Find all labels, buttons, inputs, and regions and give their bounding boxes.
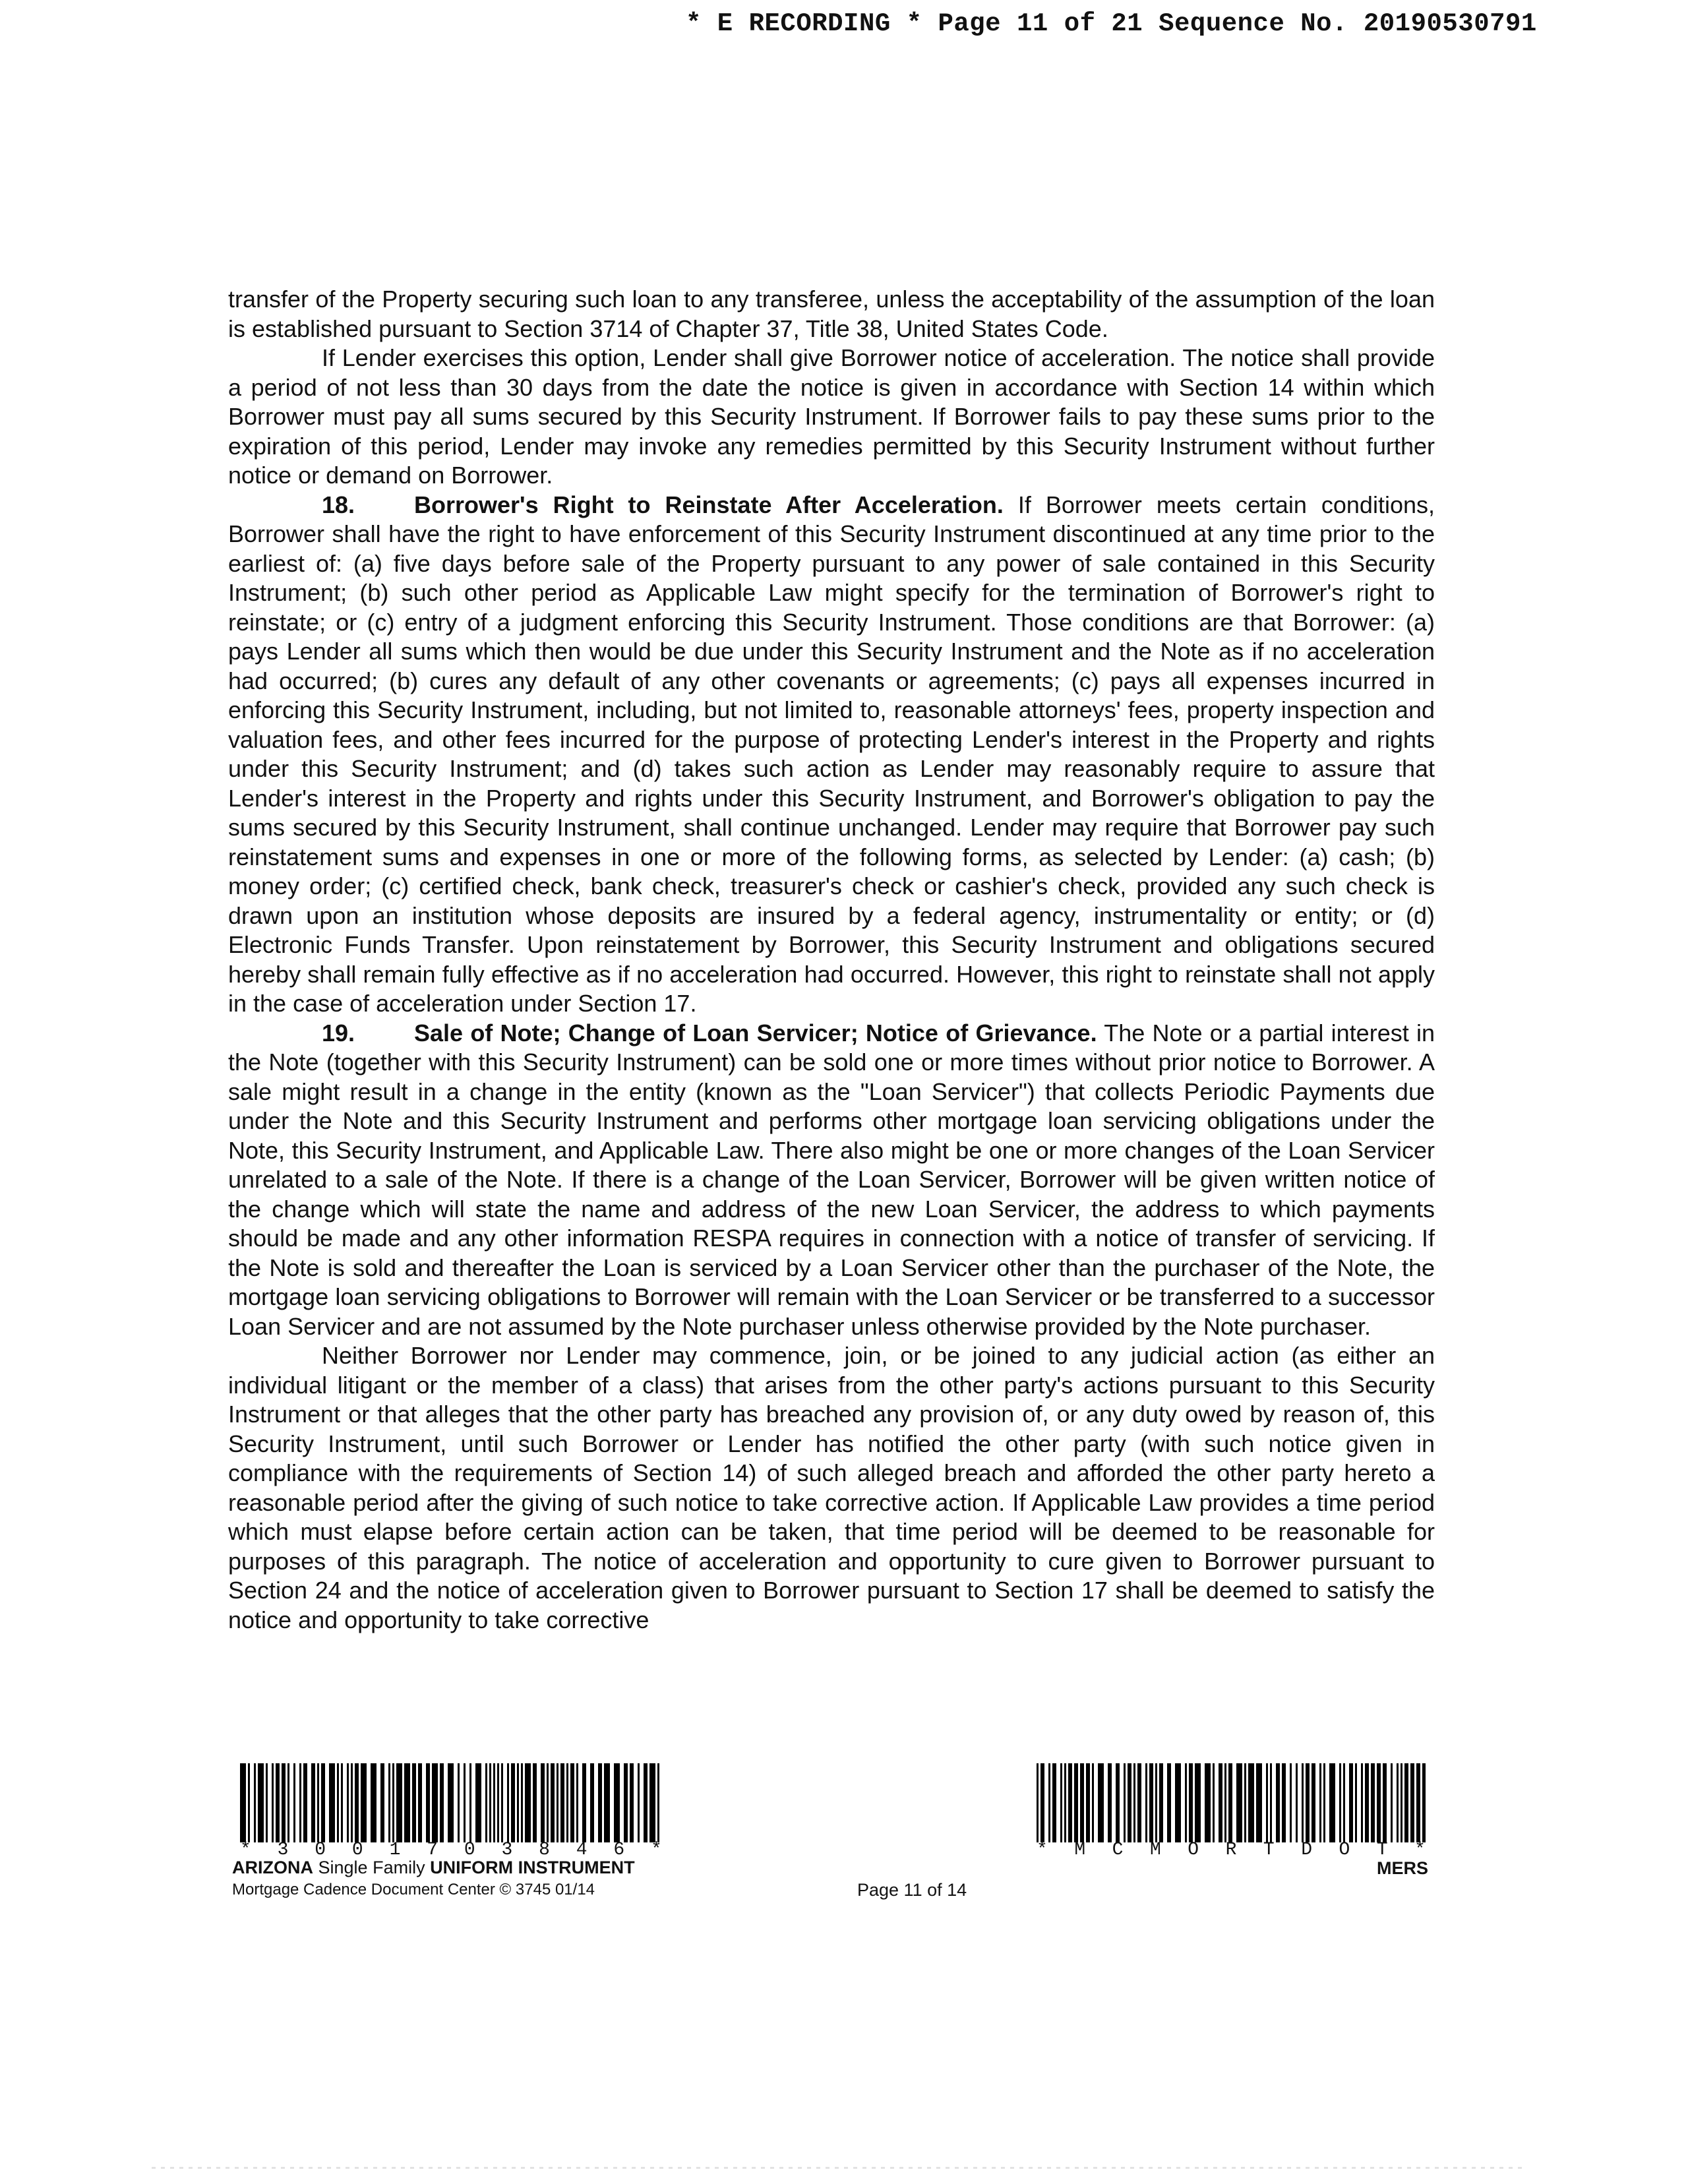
- barcode-bar: [1040, 1763, 1044, 1842]
- barcode-bar: [317, 1763, 319, 1842]
- barcode-char: T: [1263, 1840, 1275, 1860]
- barcode-bar: [276, 1763, 280, 1842]
- barcode-bar: [493, 1763, 495, 1842]
- barcode-bar: [570, 1763, 574, 1842]
- form-name: UNIFORM INSTRUMENT: [430, 1858, 635, 1877]
- barcode-bar: [566, 1763, 568, 1842]
- barcode-bar: [644, 1763, 648, 1842]
- barcode-char: 7: [427, 1840, 438, 1860]
- barcode-bar: [337, 1763, 339, 1842]
- document-barcode-left: [240, 1763, 662, 1842]
- barcode-bar: [557, 1763, 558, 1842]
- form-type: Single Family: [318, 1858, 425, 1877]
- barcode-bar: [1074, 1763, 1078, 1842]
- mers-label: MERS: [1377, 1858, 1429, 1878]
- barcode-bar: [475, 1763, 481, 1842]
- barcode-bar: [1124, 1763, 1126, 1842]
- barcode-bar: [533, 1763, 537, 1842]
- barcode-char: C: [1112, 1840, 1124, 1860]
- barcode-bar: [412, 1763, 416, 1842]
- form-title: [232, 1858, 635, 1878]
- barcode-bar: [551, 1763, 555, 1842]
- barcode-bar: [489, 1763, 491, 1842]
- barcode-bar: [351, 1763, 353, 1842]
- barcode-bar: [1195, 1763, 1201, 1842]
- barcode-char: M: [1074, 1840, 1086, 1860]
- barcode-bar: [576, 1763, 578, 1842]
- barcode-bar: [1116, 1763, 1120, 1842]
- barcode-bar: [1296, 1763, 1298, 1842]
- section-18: [228, 491, 1435, 1019]
- barcode-char: O: [1188, 1840, 1199, 1860]
- section-18-number: 18.: [322, 491, 355, 518]
- barcode-bar: [464, 1763, 466, 1842]
- barcode-char: *: [651, 1840, 662, 1860]
- barcode-char: T: [1376, 1840, 1388, 1860]
- barcode-bar: [299, 1763, 301, 1842]
- barcode-bar: [355, 1763, 359, 1842]
- barcode-bar: [1155, 1763, 1157, 1842]
- barcode-bar: [501, 1763, 503, 1842]
- barcode-bar: [1145, 1763, 1147, 1842]
- barcode-bar: [525, 1763, 531, 1842]
- barcode-char: *: [240, 1840, 251, 1860]
- barcode-bar: [347, 1763, 349, 1842]
- barcode-bar: [1306, 1763, 1310, 1842]
- barcode-char: 8: [539, 1840, 550, 1860]
- barcode-bar: [1086, 1763, 1090, 1842]
- barcode-bar: [1080, 1763, 1084, 1842]
- barcode-bar: [1137, 1763, 1141, 1842]
- barcode-bar: [254, 1763, 256, 1842]
- barcode-bar: [1266, 1763, 1268, 1842]
- recording-header: * E RECORDING * Page 11 of 21 Sequence No. 20190530791: [686, 9, 1537, 38]
- barcode-bar: [1397, 1763, 1399, 1842]
- barcode-bar: [371, 1763, 377, 1842]
- barcode-bar: [448, 1763, 454, 1842]
- barcode-bar: [1371, 1763, 1375, 1842]
- barcode-bar: [440, 1763, 444, 1842]
- barcode-bar: [1224, 1763, 1226, 1842]
- barcode-char: 0: [315, 1840, 326, 1860]
- document-barcode-right: [1037, 1763, 1426, 1842]
- section-19-title: Sale of Note; Change of Loan Servicer; Notice of Grievance.: [414, 1019, 1097, 1046]
- barcode-bar: [547, 1763, 549, 1842]
- paragraph-acceleration-notice: If Lender exercises this option, Lender shall give Borrower notice of acceleration. The notice shall provide a period of not less than 30 days from the date the notice is given in accordance with Section 14 within which Borrower must pay all sums secured by this Security Instrument. If Borrower fails to pay these sums prior to the expiration of this period, Lender may invoke any remedies permitted by this Security Instrument without further notice or demand on Borrower.: [228, 344, 1435, 489]
- barcode-char: 4: [576, 1840, 588, 1860]
- barcode-bar: [1060, 1763, 1062, 1842]
- barcode-bar: [1248, 1763, 1254, 1842]
- section-19: [228, 1019, 1435, 1342]
- paragraph-transfer: transfer of the Property securing such loan to any transferee, unless the acceptability of the assumption of the loan is established pursuant to Section 3714 of Chapter 37, Title 38, United States Code.: [228, 286, 1435, 342]
- barcode-bar: [418, 1763, 422, 1842]
- barcode-right-digits: [1037, 1840, 1426, 1860]
- barcode-char: 1: [389, 1840, 401, 1860]
- barcode-bar: [1365, 1763, 1369, 1842]
- barcode-bar: [1311, 1763, 1315, 1842]
- barcode-bar: [1282, 1763, 1286, 1842]
- barcode-bar: [521, 1763, 523, 1842]
- barcode-bar: [1068, 1763, 1072, 1842]
- barcode-bar: [1416, 1763, 1420, 1842]
- page-number: Page 11 of 14: [857, 1880, 967, 1900]
- barcode-bar: [1410, 1763, 1414, 1842]
- barcode-char: M: [1149, 1840, 1161, 1860]
- barcode-bar: [1228, 1763, 1232, 1842]
- barcode-bar: [1290, 1763, 1292, 1842]
- barcode-char: *: [1037, 1840, 1048, 1860]
- barcode-bar: [1355, 1763, 1357, 1842]
- barcode-bar: [1098, 1763, 1104, 1842]
- barcode-bar: [1189, 1763, 1193, 1842]
- barcode-bar: [258, 1763, 264, 1842]
- barcode-bar: [1185, 1763, 1187, 1842]
- barcode-bar: [458, 1763, 460, 1842]
- barcode-bar: [598, 1763, 602, 1842]
- barcode-char: *: [1414, 1840, 1426, 1860]
- barcode-bar: [638, 1763, 640, 1842]
- barcode-char: D: [1301, 1840, 1312, 1860]
- barcode-bar: [1037, 1763, 1039, 1842]
- barcode-bar: [1383, 1763, 1387, 1842]
- barcode-bar: [582, 1763, 586, 1842]
- section-19-number: 19.: [322, 1019, 355, 1046]
- barcode-char: 3: [277, 1840, 289, 1860]
- barcode-bar: [1361, 1763, 1363, 1842]
- section-18-text: If Borrower meets certain conditions, Borrower shall have the right to have enforcement of this Security Instrument discontinued at any time prior to the earliest of: (a) five days before sale of the Property pursuant to any power of sale contained in this Security Instrument; (b) such other period as Applicable Law might specify for the termination of Borrower's right to reinstate; or (c) entry of a judgment enforcing this Security Instrument. Those conditions are that Borrower: (a) pays Lender all sums which then would be due under this Security Instrument and the Note as if no acceleration had occurred; (b) cures any default of any other covenants or agreements; (c) pays all expenses incurred in enforcing this Security Instrument, including, but not limited to, reasonable attorneys' fees, property inspection and valuation fees, and other fees incurred for the purpose of protecting Lender's interest in the Property and rights under this Security Instrument; and (d) takes such action as Lender may reasonably require to assure that Lender's interest in the Property and rights under this Security Instrument, and Borrower's obligation to pay the sums secured by this Security Instrument, shall continue unchanged. Lender may require that Borrower pay such reinstatement sums and expenses in one or more of the following forms, as selected by Lender: (a) cash; (b) money order; (c) certified check, bank check, treasurer's check or cashier's check, provided any such check is drawn upon an institution whose deposits are insured by a federal agency, instrumentality or entity; or (d) Electronic Funds Transfer. Upon reinstatement by Borrower, this Security Instrument and obligations secured hereby shall remain fully effective as if no acceleration had occurred. However, this right to reinstate shall not apply in the case of acceleration under Section 17.: [228, 491, 1435, 1017]
- barcode-bar: [541, 1763, 545, 1842]
- barcode-bar: [517, 1763, 519, 1842]
- barcode-bar: [590, 1763, 594, 1842]
- barcode-bar: [1133, 1763, 1135, 1842]
- barcode-bar: [604, 1763, 610, 1842]
- barcode-bar: [1048, 1763, 1050, 1842]
- barcode-bar: [388, 1763, 390, 1842]
- barcode-char: 3: [501, 1840, 513, 1860]
- barcode-bar: [272, 1763, 274, 1842]
- barcode-char: 6: [613, 1840, 625, 1860]
- barcode-bar: [392, 1763, 394, 1842]
- barcode-bar: [1343, 1763, 1345, 1842]
- barcode-bar: [1219, 1763, 1222, 1842]
- barcode-bar: [1167, 1763, 1171, 1842]
- barcode-bar: [630, 1763, 634, 1842]
- barcode-bar: [1052, 1763, 1056, 1842]
- barcode-bar: [248, 1763, 250, 1842]
- barcode-bar: [1377, 1763, 1381, 1842]
- barcode-bar: [396, 1763, 402, 1842]
- barcode-bar: [1236, 1763, 1242, 1842]
- barcode-bar: [1092, 1763, 1094, 1842]
- barcode-bar: [1276, 1763, 1280, 1842]
- section-18-title: Borrower's Right to Reinstate After Acceleration.: [414, 491, 1004, 518]
- barcode-bar: [1329, 1763, 1335, 1842]
- form-state: ARIZONA: [232, 1858, 313, 1877]
- barcode-bar: [1108, 1763, 1112, 1842]
- barcode-char: O: [1339, 1840, 1350, 1860]
- barcode-bar: [266, 1763, 268, 1842]
- barcode-bar: [1349, 1763, 1353, 1842]
- barcode-bar: [432, 1763, 438, 1842]
- barcode-bar: [649, 1763, 655, 1842]
- barcode-bar: [614, 1763, 620, 1842]
- barcode-bar: [1128, 1763, 1131, 1842]
- barcode-bar: [507, 1763, 509, 1842]
- barcode-bar: [329, 1763, 335, 1842]
- barcode-bar: [1175, 1763, 1181, 1842]
- barcode-bar: [511, 1763, 515, 1842]
- barcode-bar: [485, 1763, 487, 1842]
- barcode-bar: [657, 1763, 659, 1842]
- barcode-bar: [240, 1763, 246, 1842]
- barcode-bar: [1422, 1763, 1426, 1842]
- barcode-bar: [1149, 1763, 1153, 1842]
- barcode-bar: [1205, 1763, 1211, 1842]
- barcode-bar: [380, 1763, 384, 1842]
- scan-artifact: [152, 2167, 1523, 2169]
- document-body: [228, 285, 1435, 1635]
- barcode-bar: [361, 1763, 367, 1842]
- barcode-bar: [624, 1763, 628, 1842]
- barcode-bar: [404, 1763, 410, 1842]
- barcode-bar: [1323, 1763, 1325, 1842]
- barcode-bar: [1404, 1763, 1408, 1842]
- barcode-char: R: [1225, 1840, 1237, 1860]
- barcode-bar: [341, 1763, 343, 1842]
- barcode-bar: [1302, 1763, 1304, 1842]
- section-19-text: The Note or a partial interest in the Note (together with this Security Instrument) can be sold one or more times without prior notice to Borrower. A sale might result in a change in the entity (known as the "Loan Servicer") that collects Periodic Payments due under the Note and this Security Instrument and performs other mortgage loan servicing obligations under the Note, this Security Instrument, and Applicable Law. There also might be one or more changes of the Loan Servicer unrelated to a sale of the Note. If there is a change of the Loan Servicer, Borrower will be given written notice of the change which will state the name and address of the new Loan Servicer, the address to which payments should be made and any other information RESPA requires in connection with a notice of transfer of servicing. If the Note is sold and thereafter the Loan is serviced by a Loan Servicer other than the purchaser of the Note, the mortgage loan servicing obligations to Borrower will remain with the Loan Servicer or be transferred to a successor Loan Servicer and are not assumed by the Note purchaser unless otherwise provided by the Note purchaser.: [228, 1019, 1435, 1340]
- barcode-bar: [497, 1763, 499, 1842]
- barcode-bar: [1213, 1763, 1215, 1842]
- barcode-char: 0: [351, 1840, 363, 1860]
- barcode-bar: [1270, 1763, 1272, 1842]
- barcode-bar: [1064, 1763, 1066, 1842]
- barcode-bar: [560, 1763, 564, 1842]
- barcode-bar: [311, 1763, 315, 1842]
- barcode-bar: [303, 1763, 307, 1842]
- barcode-bar: [1319, 1763, 1321, 1842]
- barcode-bar: [1159, 1763, 1163, 1842]
- barcode-bar: [1256, 1763, 1262, 1842]
- barcode-char: 0: [464, 1840, 475, 1860]
- barcode-bar: [1401, 1763, 1402, 1842]
- barcode-bar: [293, 1763, 295, 1842]
- form-source: Mortgage Cadence Document Center © 3745 01/14: [232, 1881, 595, 1898]
- barcode-bar: [282, 1763, 286, 1842]
- barcode-bar: [287, 1763, 289, 1842]
- barcode-bar: [469, 1763, 471, 1842]
- barcode-bar: [426, 1763, 430, 1842]
- paragraph-judicial-action: Neither Borrower nor Lender may commence, join, or be joined to any judicial action (as either an individual litigant or the member of a class) that arises from the other party's actions pursuant to this Security Instrument or that alleges that the other party has breached any provision of, or any duty owed by reason of, this Security Instrument, until such Borrower or Lender has notified the other party (with such notice given in compliance with the requirements of Section 14) of such alleged breach and afforded the other party hereto a reasonable period after the giving of such notice to take corrective action. If Applicable Law provides a time period which must elapse before certain action can be taken, that time period will be deemed to be reasonable for purposes of this paragraph. The notice of acceleration and opportunity to cure given to Borrower pursuant to Section 24 and the notice of acceleration given to Borrower pursuant to Section 17 shall be deemed to satisfy the notice and opportunity to take corrective: [228, 1342, 1435, 1633]
- barcode-bar: [1244, 1763, 1246, 1842]
- barcode-bar: [1339, 1763, 1341, 1842]
- barcode-bar: [321, 1763, 325, 1842]
- barcode-bar: [1391, 1763, 1393, 1842]
